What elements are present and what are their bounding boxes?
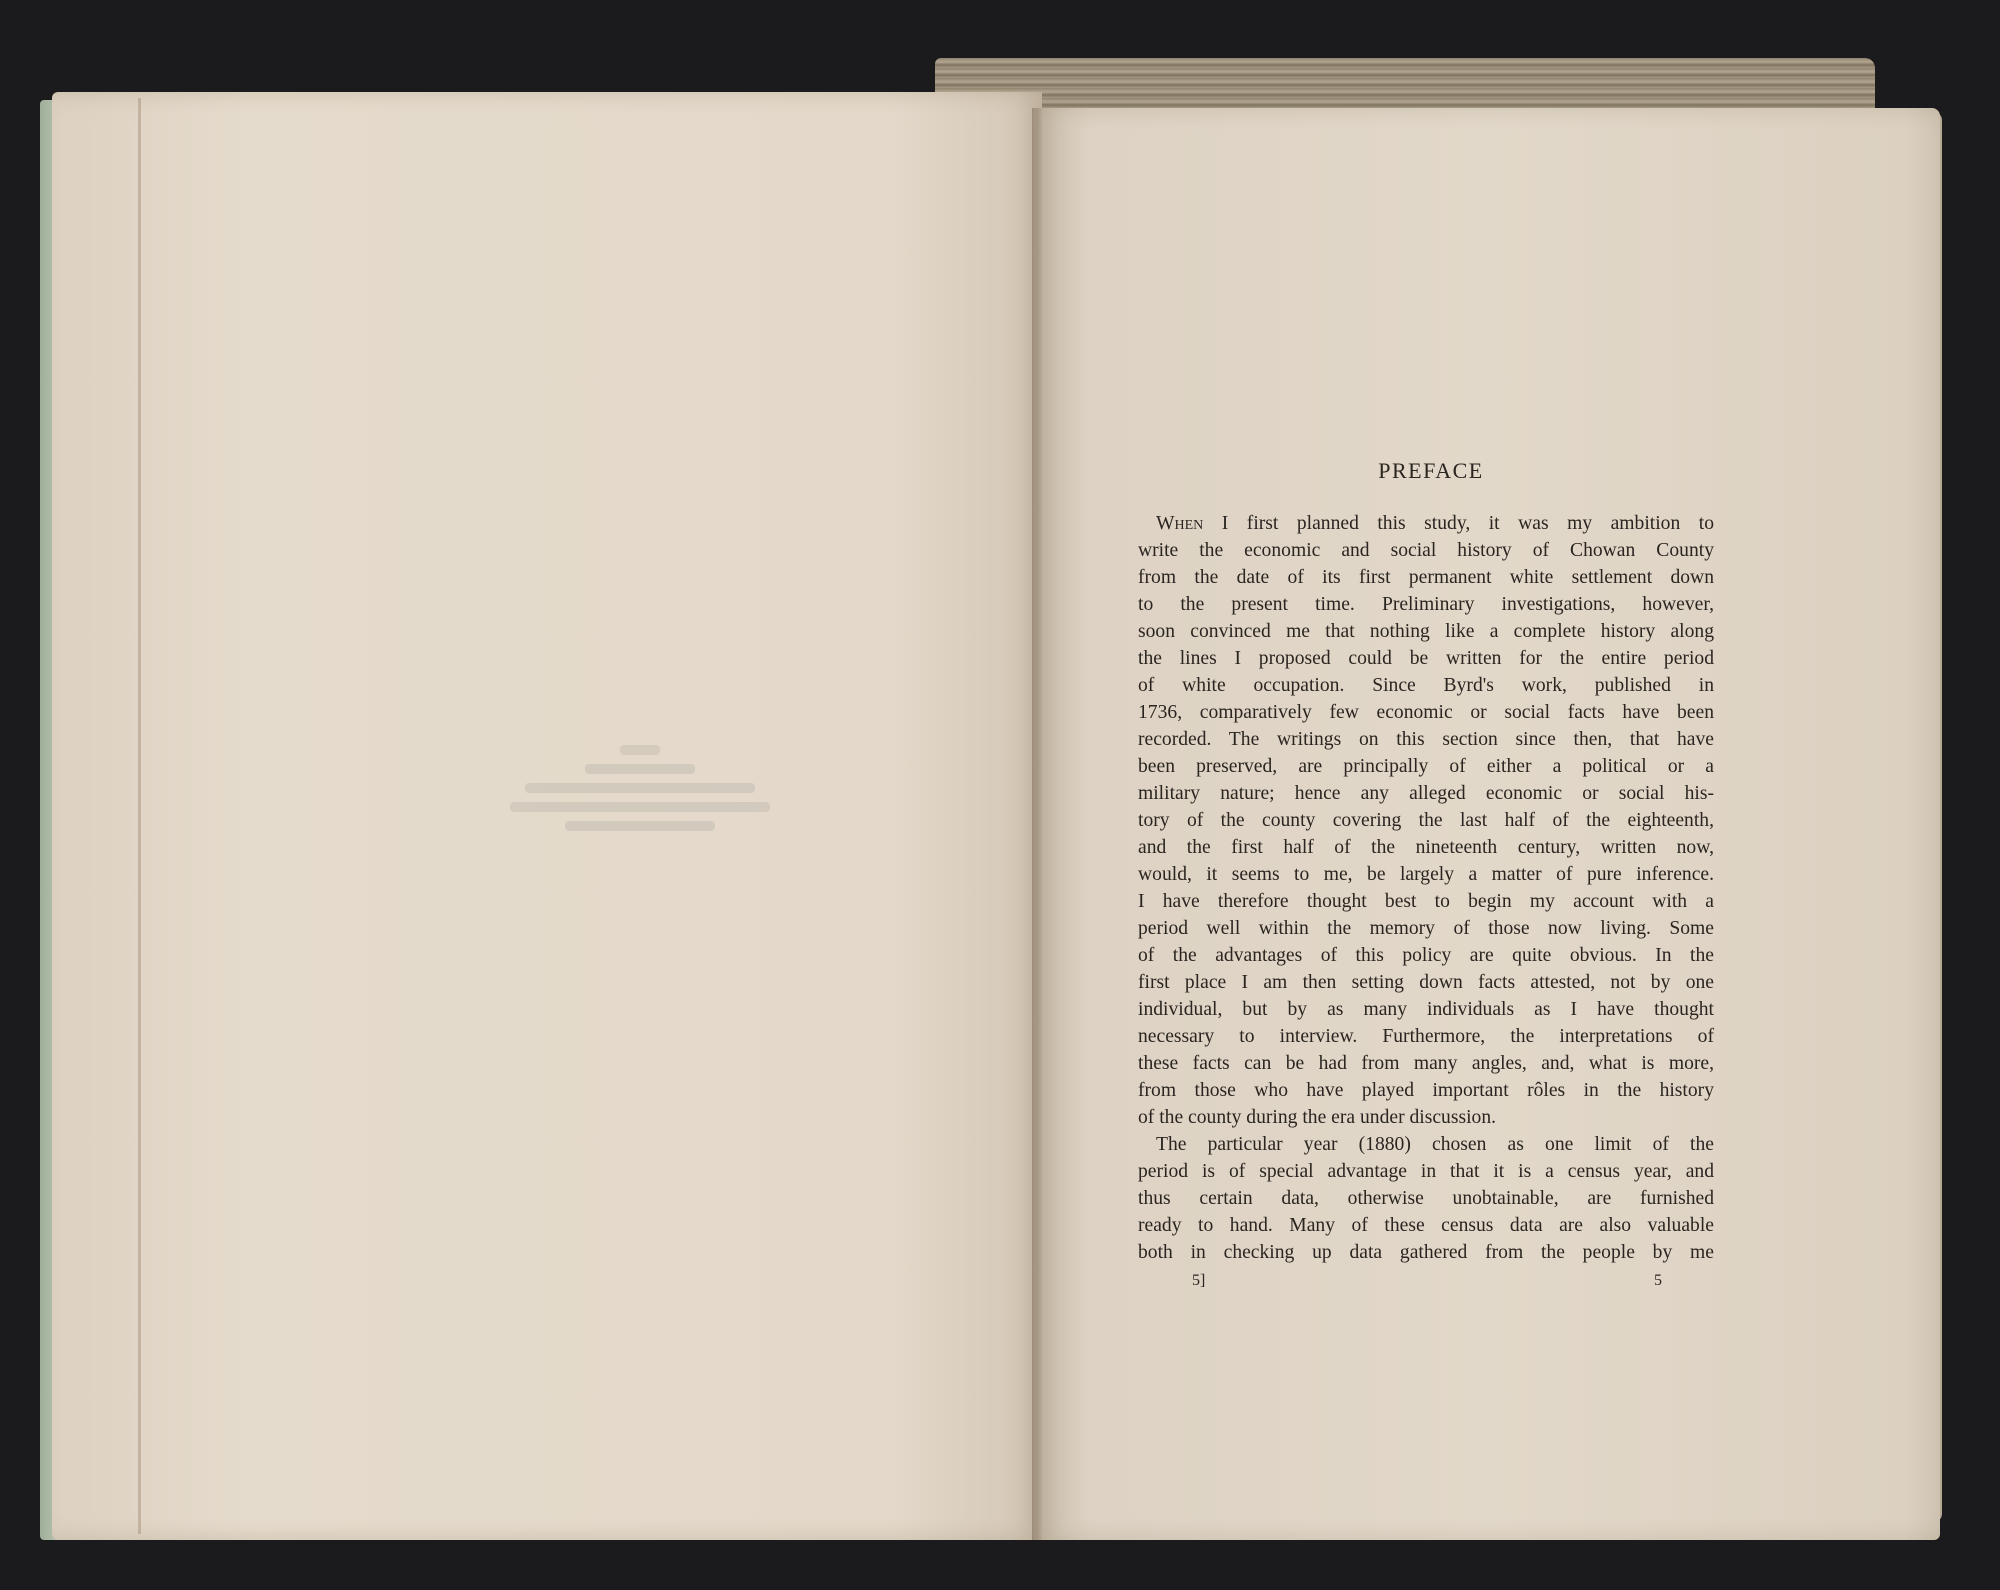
text-line: individual, but by as many individuals as I have thought — [1138, 999, 1714, 1020]
text-line: from those who have played important rôles in the history — [1138, 1080, 1714, 1101]
paragraph-1 — [1138, 510, 1714, 1131]
text-line: thus certain data, otherwise unobtainable, are furnished — [1138, 1188, 1714, 1209]
page-footer — [1192, 1272, 1662, 1290]
text-line: period well within the memory of those now living. Some — [1138, 918, 1714, 939]
text-line: the lines I proposed could be written for the entire period — [1138, 648, 1714, 669]
text-line: been preserved, are principally of either a political or a — [1138, 756, 1714, 777]
fold-line — [138, 98, 141, 1534]
paragraph-2 — [1138, 1131, 1714, 1266]
lead-word: When — [1156, 513, 1204, 534]
text-line: first place I am then setting down facts attested, not by one — [1138, 972, 1714, 993]
text-line: both in checking up data gathered from the people by me — [1138, 1242, 1714, 1263]
text-line: these facts can be had from many angles, and, what is more, — [1138, 1053, 1714, 1074]
text-line: to the present time. Preliminary investigations, however, — [1138, 594, 1714, 615]
page-number: 5 — [1654, 1272, 1662, 1289]
preface-text — [1138, 458, 1714, 1266]
text-line: of the county during the era under discussion. — [1138, 1107, 1497, 1128]
gutter-shadow — [1032, 108, 1042, 1540]
text-line: 1736, comparatively few economic or social facts have been — [1138, 702, 1714, 723]
text-line: recorded. The writings on this section since then, that have — [1138, 729, 1714, 750]
text-line: military nature; hence any alleged economic or social his- — [1138, 783, 1714, 804]
text-line: necessary to interview. Furthermore, the interpretations of — [1138, 1026, 1714, 1047]
signature-mark: 5] — [1192, 1272, 1206, 1289]
text-line: and the first half of the nineteenth century, written now, — [1138, 837, 1714, 858]
text-line: period is of special advantage in that it is a census year, and — [1138, 1161, 1714, 1182]
text-line: of the advantages of this policy are quite obvious. In the — [1138, 945, 1714, 966]
dedication-showthrough — [490, 736, 790, 856]
text-line: The particular year (1880) chosen as one limit of the — [1156, 1134, 1714, 1155]
text-line: ready to hand. Many of these census data are also valuable — [1138, 1215, 1714, 1236]
text-line: When I first planned this study, it was my ambition to — [1156, 513, 1714, 534]
text-line: write the economic and social history of Chowan County — [1138, 540, 1714, 561]
text-line: soon convinced me that nothing like a complete history along — [1138, 621, 1714, 642]
text-line: would, it seems to me, be largely a matter of pure inference. — [1138, 864, 1714, 885]
text-line: from the date of its first permanent white settlement down — [1138, 567, 1714, 588]
text-line: I have therefore thought best to begin my account with a — [1138, 891, 1714, 912]
text-line: tory of the county covering the last half of the eighteenth, — [1138, 810, 1714, 831]
text-line: of white occupation. Since Byrd's work, published in — [1138, 675, 1714, 696]
page-title: PREFACE — [1378, 458, 1484, 483]
